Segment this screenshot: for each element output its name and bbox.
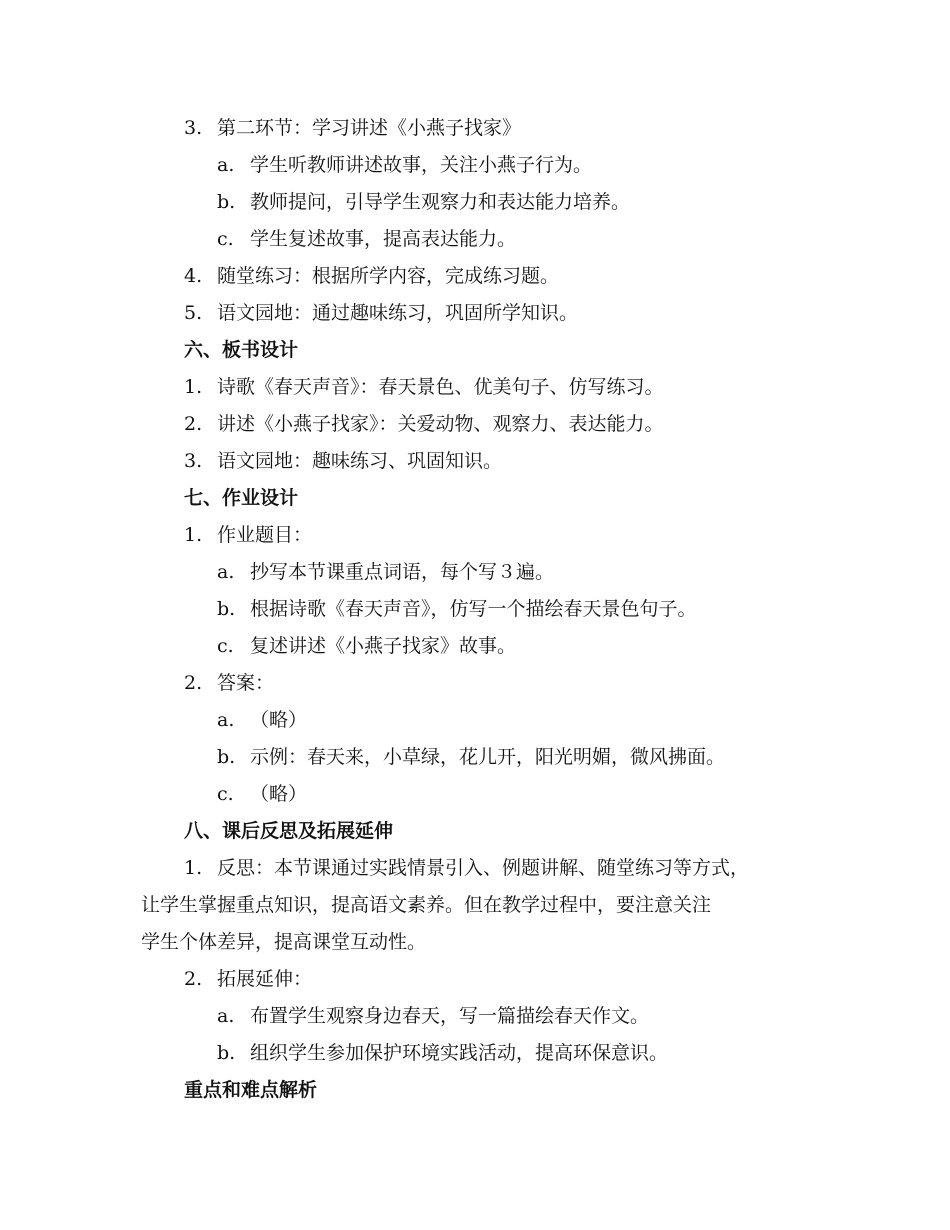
list-item: [184, 301, 578, 325]
list-item-text: 复述讲述《小燕子找家》故事。: [250, 635, 517, 657]
list-item-number: 3.: [184, 117, 203, 139]
list-item-number: 2.: [184, 672, 203, 694]
section-heading: 八、课后反思及拓展延伸: [184, 820, 394, 842]
list-item-number: 2.: [184, 413, 203, 435]
list-item-text: 学生听教师讲述故事，关注小燕子行为。: [250, 154, 593, 176]
list-item-text: 诗歌《春天声音》：春天景色、优美句子、仿写练习。: [217, 376, 664, 398]
list-item: [217, 1041, 668, 1065]
list-item-text: 语文园地：趣味练习、巩固知识。: [217, 450, 503, 472]
list-item: [217, 782, 307, 806]
list-item-number: 1.: [184, 524, 203, 546]
list-item-letter: a.: [217, 1005, 235, 1027]
list-item: [217, 1004, 649, 1028]
list-item-text: 示例：春天来，小草绿，花儿开，阳光明媚，微风拂面。: [250, 746, 726, 768]
list-item: [184, 449, 502, 473]
list-item: [184, 856, 749, 880]
list-item: [217, 597, 697, 621]
list-item: [217, 190, 630, 214]
list-item-text: 随堂练习：根据所学内容，完成练习题。: [217, 265, 560, 287]
list-item-letter: b.: [217, 746, 236, 768]
list-item-number: 4.: [184, 265, 203, 287]
list-item-text: 教师提问，引导学生观察力和表达能力培养。: [250, 191, 631, 213]
list-item-number: 1.: [184, 857, 203, 879]
list-item-letter: b.: [217, 1042, 236, 1064]
list-item: [217, 745, 725, 769]
list-item-text: 讲述《小燕子找家》：关爱动物、观察力、表达能力。: [217, 413, 664, 435]
list-item: [217, 708, 307, 732]
list-item-letter: b.: [217, 598, 236, 620]
list-item: [217, 560, 554, 584]
section-heading: 重点和难点解析: [184, 1079, 318, 1101]
list-item-text: 答案：: [217, 672, 275, 694]
list-item-letter: a.: [217, 154, 235, 176]
section-heading: 六、板书设计: [184, 339, 299, 361]
paragraph-line: 让学生掌握重点知识，提高语文素养。但在教学过程中，要注意关注: [141, 894, 712, 916]
list-item: [184, 523, 312, 547]
list-item: [184, 264, 559, 288]
list-item-text: 组织学生参加保护环境实践活动，提高环保意识。: [250, 1042, 669, 1064]
paragraph-line: 学生个体差异，提高课堂互动性。: [141, 931, 427, 953]
list-item-text: 语文园地：通过趣味练习，巩固所学知识。: [217, 302, 579, 324]
list-item-letter: c.: [217, 783, 234, 805]
list-item: [184, 412, 664, 436]
list-item-text: 学生复述故事，提高表达能力。: [250, 228, 517, 250]
list-item-text: 拓展延伸：: [217, 968, 313, 990]
list-item: [184, 671, 274, 695]
list-item-number: 1.: [184, 376, 203, 398]
list-item-letter: c.: [217, 228, 234, 250]
list-item-letter: b.: [217, 191, 236, 213]
list-item-letter: c.: [217, 635, 234, 657]
list-item-text: 布置学生观察身边春天，写一篇描绘春天作文。: [250, 1005, 650, 1027]
list-item: [217, 634, 516, 658]
list-item-text: 根据诗歌《春天声音》，仿写一个描绘春天景色句子。: [250, 598, 697, 620]
list-item: [184, 967, 312, 991]
list-item-text: 第二环节：学习讲述《小燕子找家》: [217, 117, 522, 139]
list-item: [217, 227, 516, 251]
list-item: [184, 116, 521, 140]
list-item: [217, 153, 592, 177]
list-item: [184, 375, 664, 399]
list-item-text: （略）: [250, 783, 308, 805]
list-item-letter: a.: [217, 709, 235, 731]
list-item-number: 3.: [184, 450, 203, 472]
list-item-number: 5.: [184, 302, 203, 324]
paragraph-line: 反思：本节课通过实践情景引入、例题讲解、随堂练习等方式，: [217, 857, 750, 879]
list-item-text: （略）: [250, 709, 308, 731]
list-item-text: 抄写本节课重点词语，每个写３遍。: [250, 561, 555, 583]
list-item-number: 2.: [184, 968, 203, 990]
section-heading: 七、作业设计: [184, 487, 299, 509]
list-item-text: 作业题目：: [217, 524, 313, 546]
list-item-letter: a.: [217, 561, 235, 583]
